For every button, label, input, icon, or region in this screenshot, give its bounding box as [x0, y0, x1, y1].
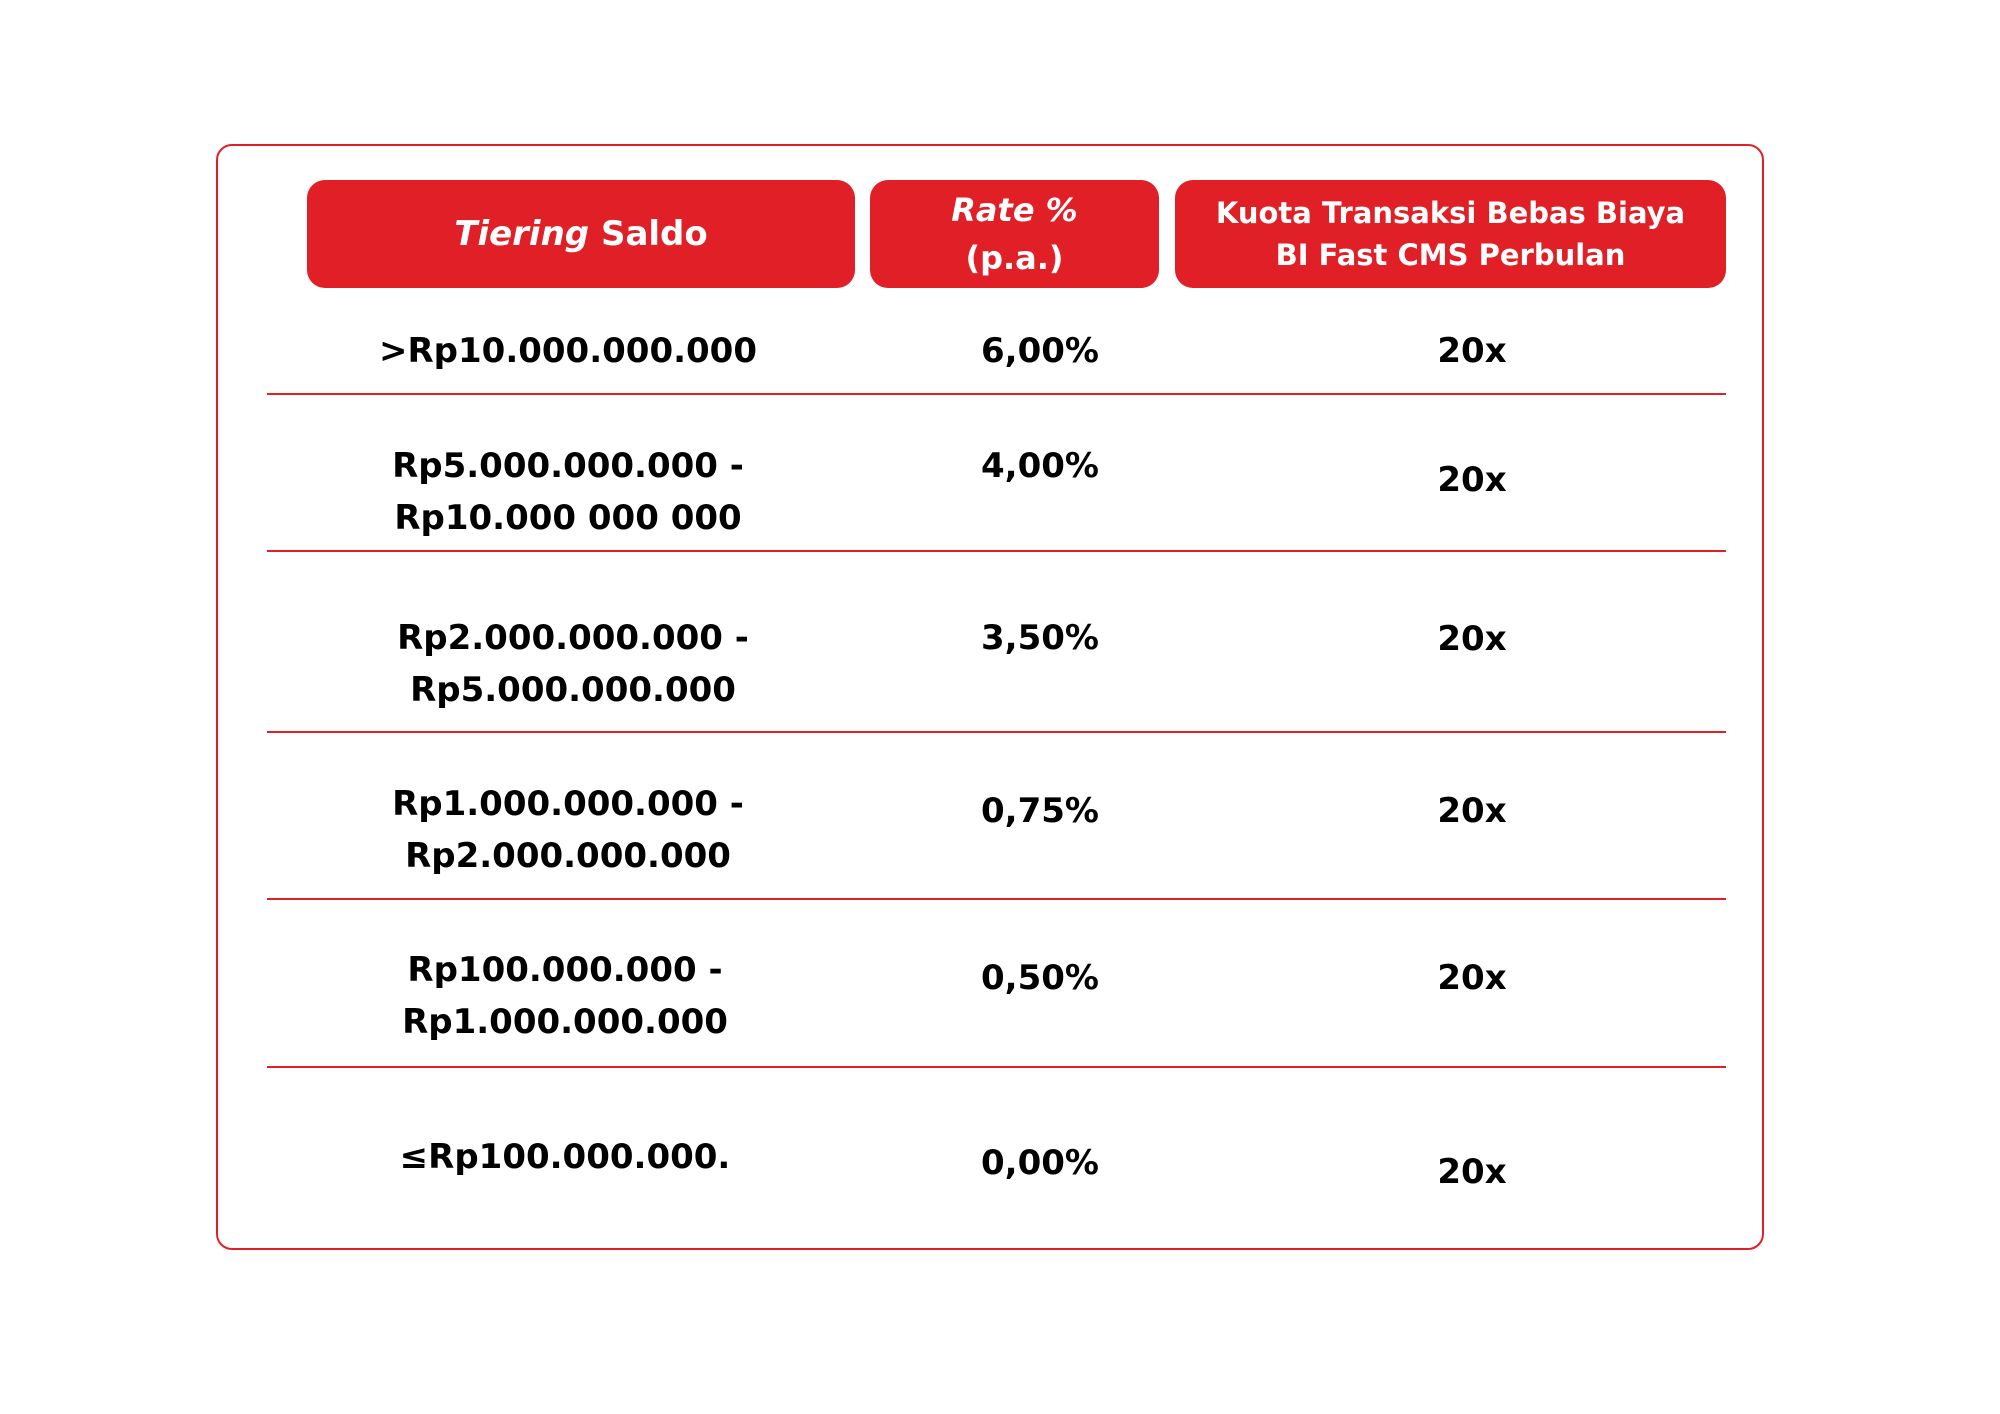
table-row-2-rate: 4,00% — [981, 446, 1099, 486]
tier-line1: Rp5.000.000.000 - — [392, 446, 744, 486]
tier-line1: Rp2.000.000.000 - — [397, 618, 749, 658]
row-divider — [267, 393, 1726, 395]
tier-line1: ≤Rp100.000.000. — [399, 1137, 731, 1177]
header-tiering-label — [454, 214, 708, 254]
row-divider — [267, 731, 1726, 733]
table-row-4-rate: 0,75% — [981, 791, 1099, 831]
row-divider — [267, 550, 1726, 552]
row-divider — [267, 1066, 1726, 1068]
tier-line1: >Rp10.000.000.000 — [379, 331, 757, 371]
tier-line1: Rp1.000.000.000 - — [392, 784, 744, 824]
header-rate-line1: Rate % — [951, 191, 1078, 229]
table-row-1-quota: 20x — [1437, 331, 1507, 371]
table-row-3-rate: 3,50% — [981, 618, 1099, 658]
table-row-3-quota: 20x — [1437, 619, 1507, 659]
table-row-1-tier — [288, 325, 848, 377]
table-row-6-quota: 20x — [1437, 1152, 1507, 1192]
table-row-6-tier — [285, 1131, 845, 1183]
table-row-6-rate: 0,00% — [981, 1143, 1099, 1183]
table-row-2-quota: 20x — [1437, 460, 1507, 500]
tier-line2: Rp2.000.000.000 — [405, 836, 731, 876]
table-row-5-quota: 20x — [1437, 958, 1507, 998]
header-tiering-italic: Tiering — [454, 214, 590, 254]
table-row-2-tier — [288, 440, 848, 544]
table-row-5-rate: 0,50% — [981, 958, 1099, 998]
header-quota-line2: BI Fast CMS Perbulan — [1275, 238, 1626, 272]
table-row-4-tier — [288, 778, 848, 882]
header-quota — [1175, 180, 1726, 288]
header-tiering-saldo — [307, 180, 855, 288]
table-row-4-quota: 20x — [1437, 791, 1507, 831]
table-row-1-rate: 6,00% — [981, 331, 1099, 371]
header-quota-line1: Kuota Transaksi Bebas Biaya — [1215, 196, 1686, 230]
table-row-5-tier — [285, 944, 845, 1048]
header-rate-line2: (p.a.) — [965, 239, 1064, 277]
table-row-3-tier — [293, 612, 853, 716]
tier-line2: Rp1.000.000.000 — [402, 1002, 728, 1042]
header-tiering-rest: Saldo — [600, 214, 708, 254]
row-divider — [267, 898, 1726, 900]
tier-line1: Rp100.000.000 - — [407, 950, 723, 990]
tier-line2: Rp10.000 000 000 — [394, 498, 742, 538]
tier-line2: Rp5.000.000.000 — [410, 670, 736, 710]
header-rate — [870, 180, 1159, 288]
